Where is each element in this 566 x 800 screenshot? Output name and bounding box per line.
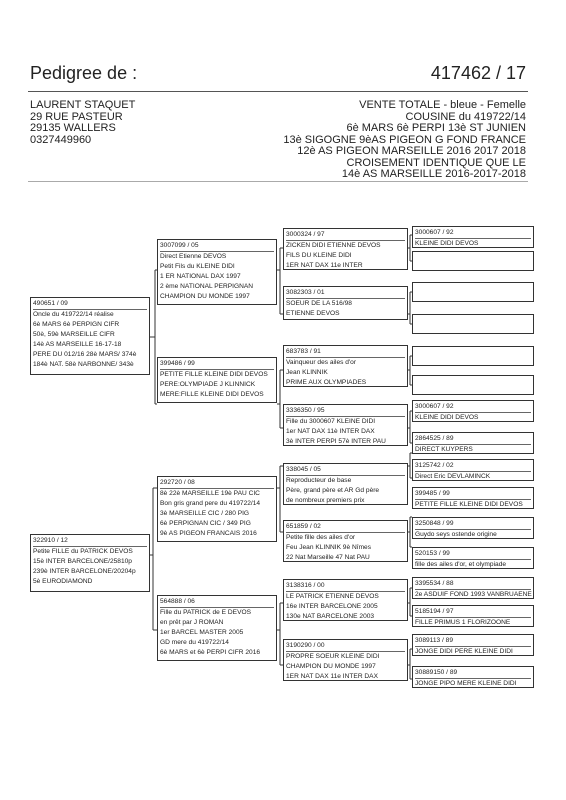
description-line: 13è SIGOGNE 9èAS PIGEON G FOND FRANCE (283, 133, 526, 146)
pedigree-text: 14è AS MARSEILLE 16-17-18 (33, 341, 122, 348)
pedigree-text: Direct Eric DEVLAMINCK (415, 471, 531, 481)
pedigree-dsd (283, 520, 408, 562)
pedigree-text: Petite FILLE du PATRICK DEVOS (33, 546, 147, 557)
pedigree-text: Bon gris grand pere du 419722/14 (160, 500, 261, 507)
ring-number: 3395534 / 88 (415, 580, 454, 587)
pedigree-text: FILS DU KLEINE DIDI (286, 252, 352, 259)
pedigree-text: Fille du 3000607 KLEINE DIDI (286, 416, 405, 427)
pedigree-text: JONGE PIPO MERE KLEINE DIDI (415, 678, 531, 688)
pedigree-text: 9è AS PIGEON FRANCAIS 2016 (160, 530, 257, 537)
pedigree-gen4-3 (412, 282, 534, 302)
pedigree-text: PERE:OLYMPIADE J KLINNICK (160, 381, 256, 388)
pedigree-text: 50è, 59è MARSEILLE CIFR (33, 331, 115, 338)
pedigree-text: 16e INTER BARCELONE 2005 (286, 603, 378, 610)
ring-number: 5185194 / 97 (415, 608, 454, 615)
ring-number: 3000324 / 97 (286, 231, 325, 238)
page-title: Pedigree de : (30, 63, 138, 83)
ring-number: 338045 / 05 (286, 466, 321, 473)
pedigree-dam-dam (157, 595, 277, 661)
pedigree-gen4-6 (412, 375, 534, 395)
ring-number: 3082303 / 01 (286, 289, 325, 296)
pedigree-text: 6è MARS et 6è PERPI CIFR 2016 (160, 649, 261, 656)
pedigree-text: 22 Nat Marseille 47 Nat PAU (286, 554, 370, 561)
pedigree-text: 1 ER NATIONAL DAX 1997 (160, 273, 241, 280)
pedigree-text: ETIENNE DEVOS (286, 310, 340, 317)
pedigree-text: LE PATRICK ETIENNE DEVOS (286, 591, 405, 602)
owner-name: LAURENT STAQUET (30, 99, 136, 111)
pedigree-text: CHAMPION DU MONDE 1997 (286, 663, 376, 670)
pedigree-text: Direct Etienne DEVOS (160, 251, 274, 262)
pedigree-text: PRIME AUX OLYMPIADES (286, 379, 367, 386)
pedigree-sire-sire (157, 239, 277, 305)
pedigree-text: PETITE FILLE KLEINE DIDI DEVOS (415, 499, 531, 509)
pedigree-text: Jean KLINNIK (286, 369, 328, 376)
pedigree-text: 5è EURODIAMOND (33, 578, 93, 585)
pedigree-ssd (283, 286, 408, 320)
pedigree-text: Oncle du 419722/14 réalise (33, 309, 147, 320)
owner-phone: 0327449960 (30, 133, 92, 146)
pedigree-text: PROPRE SOEUR KLEINE DIDI (286, 651, 405, 662)
pedigree-text: Guydo seys ostende origine (415, 529, 531, 539)
description-line: 14è AS MARSEILLE 2016-2017-2018 (341, 168, 526, 180)
pedigree-gen4-13 (412, 577, 534, 599)
description-line: CROISEMENT IDENTIQUE QUE LE (346, 156, 526, 169)
pedigree-text: GD mere du 419722/14 (160, 639, 229, 646)
pedigree-text: PETITE FILLE KLEINE DIDI DEVOS (160, 369, 274, 380)
pedigree-text: FILLE PRIMUS 1 FLORIZOONE (415, 617, 531, 627)
pedigree-text: 2e ASDUIF FOND 1993 VANBRUAENE (415, 591, 532, 598)
pedigree-text: DIRECT KUYPERS (415, 444, 531, 454)
description-line: 6è MARS 6è PERPI 13è ST JUNIEN (346, 122, 526, 134)
pedigree-gen4-4 (412, 314, 534, 334)
ring-number: 490651 / 09 (33, 300, 68, 307)
pedigree-text: Vainqueur des ailes d'or (286, 357, 405, 368)
pedigree-gen4-11 (412, 517, 534, 539)
connector (150, 488, 157, 630)
connector (150, 270, 157, 404)
ring-number: 3007099 / 05 (160, 242, 199, 249)
pedigree-text: 1ER NAT DAX 11e INTER (286, 262, 363, 269)
pedigree-gen4-5 (412, 346, 534, 366)
ring-number: 2864525 / 89 (415, 435, 454, 442)
pedigree-gen4-2 (412, 251, 534, 271)
pedigree-text: 3è MARSEILLE CIC / 280 PIG (160, 510, 250, 517)
pedigree-text: JONGE DIDI PERE KLEINE DIDI (415, 646, 531, 656)
description-line: 12è AS PIGEON MARSEILLE 2016 2017 2018 (297, 145, 526, 157)
pedigree-text: 6è PERPIGNAN CIC / 349 PIG (160, 520, 251, 527)
ring-number: 564888 / 06 (160, 598, 195, 605)
pedigree-text: MERE:FILLE KLEINE DIDI DEVOS (160, 391, 264, 398)
pedigree-dds (283, 579, 408, 621)
ring-number: 417462 / 17 (430, 63, 526, 83)
pedigree-dam (30, 534, 150, 592)
pedigree-text: 184è NAT. 58è NARBONNE/ 343è (33, 361, 134, 368)
pedigree-sdd (283, 404, 408, 446)
pedigree-text: 1er BARCEL MASTER 2005 (160, 629, 244, 636)
pedigree-text: Père, grand père et AR Gd père (286, 487, 380, 494)
pedigree-text: Feu Jean KLINNIK 9è Nîmes (286, 544, 372, 551)
ring-number: 3250848 / 99 (415, 520, 454, 527)
ring-number: 292720 / 08 (160, 479, 195, 486)
ring-number: 520153 / 99 (415, 550, 450, 557)
ring-number: 3125742 / 02 (415, 462, 454, 469)
pedigree-text: Petit Fils du KLEINE DIDI (160, 263, 235, 270)
pedigree-gen4-15 (412, 634, 534, 656)
pedigree-sire (30, 297, 150, 375)
pedigree-gen4-12 (412, 547, 534, 569)
ring-number: 3138316 / 00 (286, 582, 325, 589)
pedigree-gen4-14 (412, 605, 534, 627)
pedigree-text: ZICKEN DIDI ETIENNE DEVOS (286, 240, 405, 251)
pedigree-gen4-7 (412, 400, 534, 422)
pedigree-dam-sire (157, 476, 277, 542)
pedigree-text: KLEINE DIDI DEVOS (415, 412, 531, 422)
description-line: COUSINE du 419722/14 (405, 110, 526, 123)
ring-number: 3000607 / 92 (415, 229, 454, 236)
pedigree-text: CHAMPION DU MONDE 1997 (160, 293, 250, 300)
pedigree-text: 15è INTER BARCELONE/25810p (33, 558, 132, 565)
pedigree-sire-dam (157, 357, 277, 403)
pedigree-text: Petite fille des ailes d'or (286, 532, 405, 543)
pedigree-gen4-16 (412, 666, 534, 688)
ring-number: 399485 / 99 (415, 490, 450, 497)
owner-city: 29135 WALLERS (30, 122, 116, 134)
ring-number: 399486 / 99 (160, 360, 195, 367)
pedigree-text: 8è 22è MARSEILLE 19è PAU CIC (160, 488, 274, 499)
ring-number: 3336350 / 95 (286, 407, 325, 414)
pedigree-gen4-9 (412, 459, 534, 481)
pedigree-text: Fille du PATRICK de E DEVOS (160, 607, 274, 618)
ring-number: 651859 / 02 (286, 523, 321, 530)
ring-number: 3000607 / 92 (415, 403, 454, 410)
pedigree-gen4-10 (412, 487, 534, 509)
ring-number: 322910 / 12 (33, 537, 68, 544)
pedigree-sss (283, 228, 408, 270)
pedigree-text: 3è INTER PERPI 57è INTER PAU (286, 438, 386, 445)
pedigree-sds (283, 345, 408, 387)
ring-number: 683783 / 91 (286, 348, 321, 355)
pedigree-text: 2 ème NATIONAL PERPIGNAN (160, 283, 254, 290)
pedigree-text: PERE DU 012/16 28è MARS/ 374è (33, 351, 137, 358)
pedigree-text: Reproducteur de base (286, 475, 405, 486)
pedigree-text: 1ER NAT DAX 11e INTER DAX (286, 673, 378, 680)
pedigree-text: KLEINE DIDI DEVOS (415, 238, 531, 248)
pedigree-text: de nombreux premiers prix (286, 497, 365, 504)
pedigree-dss (283, 463, 408, 505)
pedigree-text: en prêt par J ROMAN (160, 619, 224, 626)
owner-street: 29 RUE PASTEUR (30, 110, 123, 123)
pedigree-gen4-8 (412, 432, 534, 454)
ring-number: 30889150 / 89 (415, 669, 458, 676)
description-line: VENTE TOTALE - bleue - Femelle (359, 99, 526, 111)
pedigree-text: 1er NAT DAX 11è INTER DAX (286, 428, 375, 435)
pedigree-text: 130e NAT BARCELONE 2003 (286, 613, 375, 620)
pedigree-text: 6è MARS 6è PERPIGN CIFR (33, 321, 120, 328)
ring-number: 3089113 / 89 (415, 637, 454, 644)
ring-number: 3190290 / 00 (286, 642, 325, 649)
pedigree-ddd (283, 639, 408, 681)
pedigree-gen4-1 (412, 226, 534, 248)
pedigree-text: SOEUR DE LA 516/98 (286, 298, 405, 309)
pedigree-text: 239è INTER BARCELONE/20204p (33, 568, 136, 575)
pedigree-text: fille des ailes d'or, et olympiade (415, 559, 531, 569)
